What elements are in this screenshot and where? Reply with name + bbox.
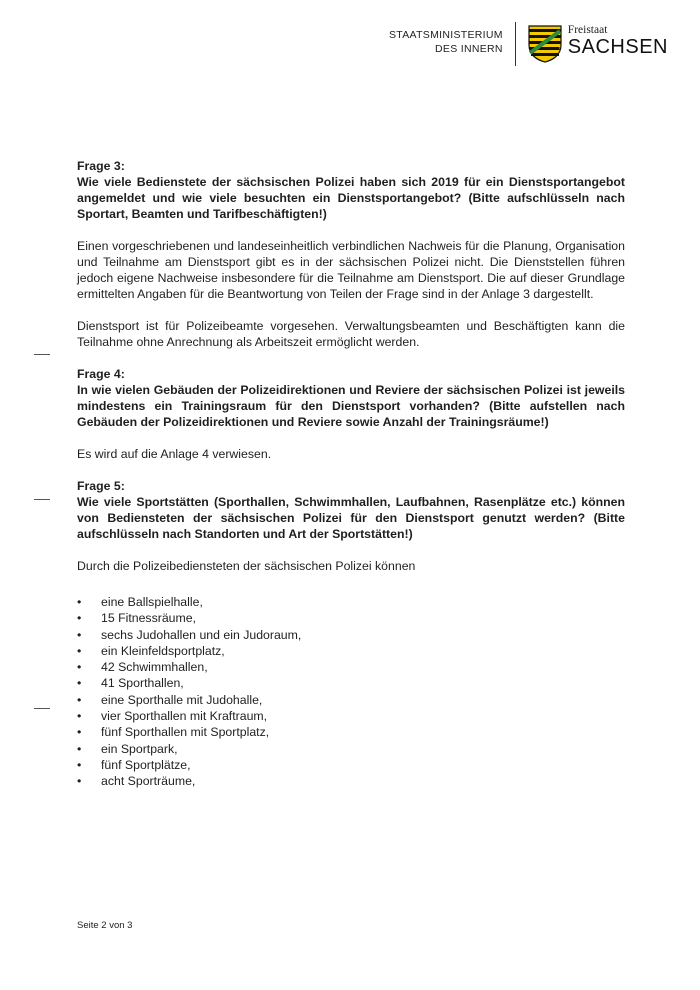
answer-3-paragraph-2: Dienstsport ist für Polizeibeamte vorgesehen. Verwaltungsbeamten und Beschäftigten kann die Teilnahme ohne Anrechnung als Arbeitszeit ermöglicht werden. <box>77 319 625 349</box>
state-name <box>568 24 668 58</box>
list-item: • vier Sporthallen mit Kraftraum, <box>77 708 625 724</box>
question-3-text: Wie viele Bedienstete der sächsischen Polizei haben sich 2019 für ein Dienstsportangebot angemeldet und wie viele besuchten ein Dienstsportangebot? (Bitte aufschlüsseln nach Sportart, Beamten und Tarifbeschäftigten!) <box>77 175 625 221</box>
question-4-label: Frage 4: <box>77 367 125 381</box>
state-line-2: SACHSEN <box>567 36 668 58</box>
ministry-name <box>389 28 503 56</box>
margin-mark <box>34 354 50 355</box>
margin-mark <box>34 708 50 709</box>
list-item: • fünf Sportplätze, <box>77 757 625 773</box>
question-3-label: Frage 3: <box>77 159 125 173</box>
coat-of-arms-icon <box>528 25 562 63</box>
list-item: • 41 Sporthallen, <box>77 675 625 691</box>
state-line-1: Freistaat <box>567 24 608 36</box>
page-number: Seite 2 von 3 <box>77 920 133 931</box>
document-body <box>77 158 625 790</box>
ministry-line-1: STAATSMINISTERIUM <box>389 29 503 41</box>
letterhead <box>389 22 668 70</box>
answer-3-paragraph-1: Einen vorgeschriebenen und landeseinheitlich verbindlichen Nachweis für die Planung, Organisation und Teilnahme am Dienstsport gibt es in der sächsischen Polizei nicht. Die Dienststellen führen jedoch eigene Nachweise insbesondere für die Teilnahme am Dienstsport. Die auf dieser Grundlage ermittelten Angaben für die Beantwortung von Teilen der Frage sind in der Anlage 3 dargestellt. <box>77 239 625 301</box>
list-item: • 15 Fitnessräume, <box>77 610 625 626</box>
answer-4: Es wird auf die Anlage 4 verwiesen. <box>77 447 272 461</box>
list-item: • sechs Judohallen und ein Judoraum, <box>77 627 625 643</box>
question-5-text: Wie viele Sportstätten (Sporthallen, Schwimmhallen, Laufbahnen, Rasenplätze etc.) können von Bediensteten der sächsischen Polizei für den Dienstsport genutzt werden? (Bitte aufschlüsseln nach Standorten und Art der Sportstätten!) <box>77 495 625 541</box>
list-item: • ein Sportpark, <box>77 741 625 757</box>
header-divider <box>515 22 516 66</box>
ministry-line-2: DES INNERN <box>435 43 503 55</box>
answer-5-intro: Durch die Polizeibediensteten der sächsischen Polizei können <box>77 559 416 573</box>
question-4-text: In wie vielen Gebäuden der Polizeidirektionen und Reviere der sächsischen Polizei ist jeweils mindestens ein Trainingsraum für den Dienstsport vorhanden? (Bitte aufstellen nach Gebäuden der Polizeidirektionen und Reviere sowie Anzahl der Trainingsräume!) <box>77 383 625 429</box>
list-item: • acht Sporträume, <box>77 773 625 789</box>
sports-facility-list <box>77 594 625 790</box>
margin-mark <box>34 499 50 500</box>
list-item: • eine Sporthalle mit Judohalle, <box>77 692 625 708</box>
list-item: • 42 Schwimmhallen, <box>77 659 625 675</box>
list-item: • fünf Sporthallen mit Sportplatz, <box>77 724 625 740</box>
list-item: • eine Ballspielhalle, <box>77 594 625 610</box>
list-item: • ein Kleinfeldsportplatz, <box>77 643 625 659</box>
question-5-label: Frage 5: <box>77 479 125 493</box>
